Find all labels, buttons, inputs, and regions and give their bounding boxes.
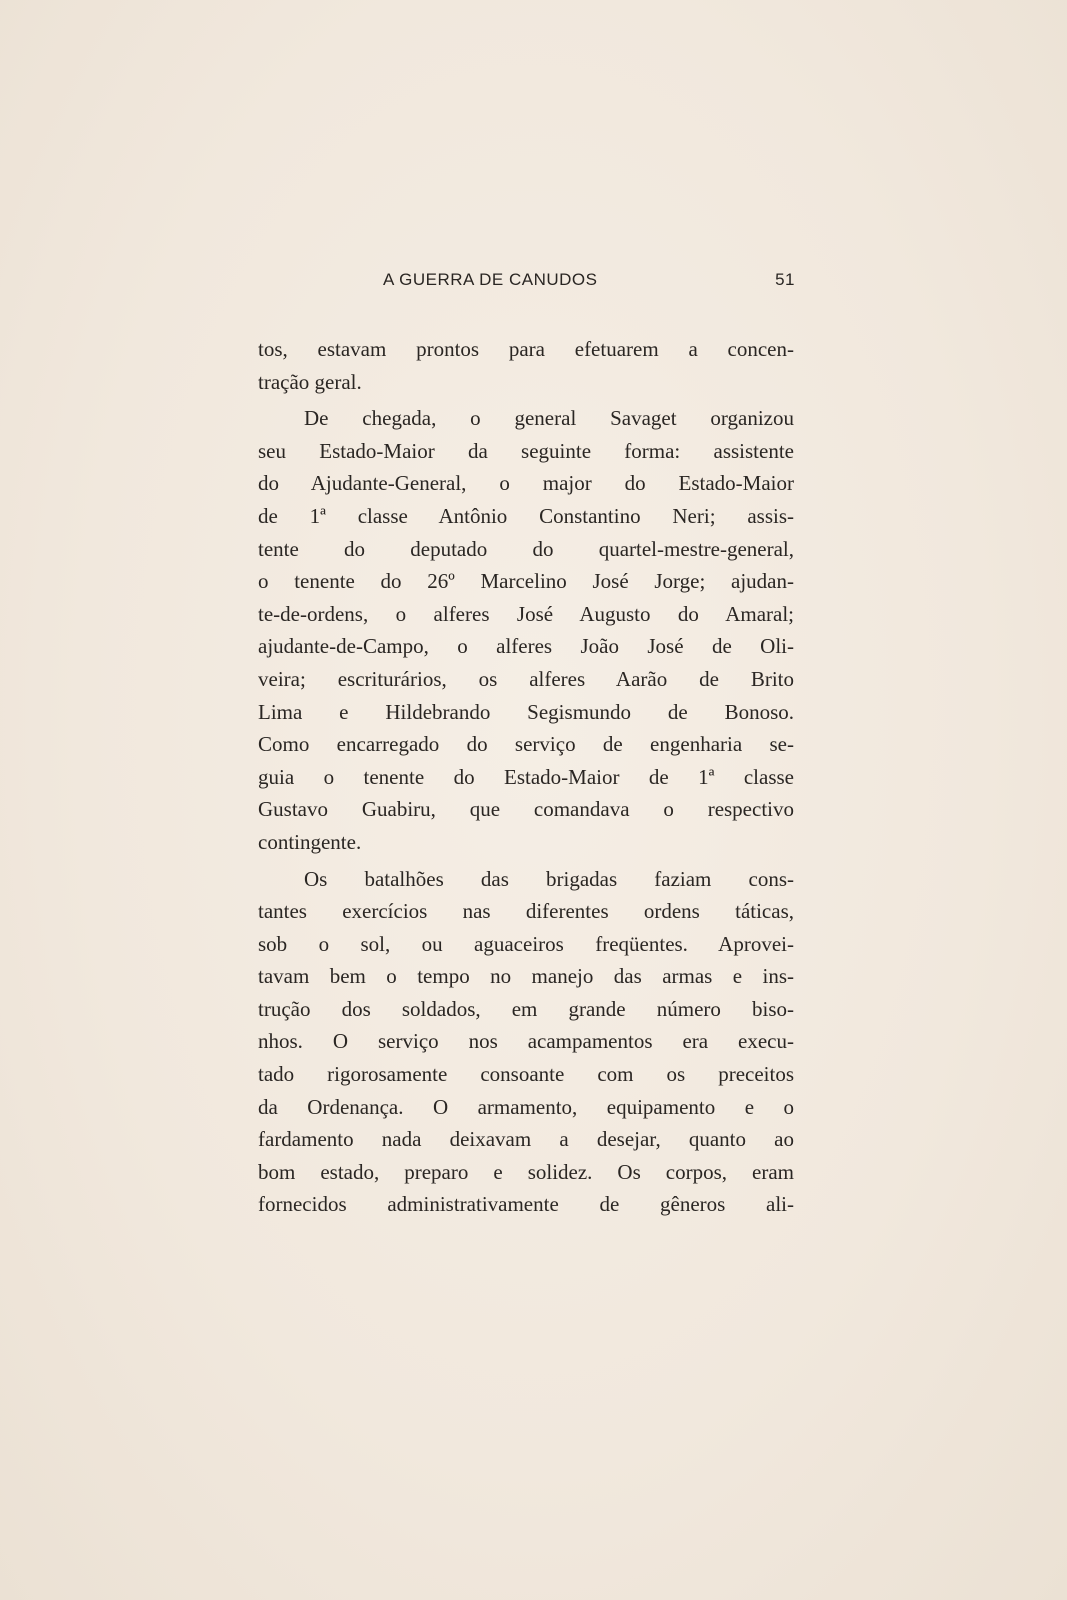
text-line: contingente. bbox=[258, 829, 362, 854]
text-line: bom estado, preparo e solidez. Os corpos, eram bbox=[258, 1159, 794, 1184]
text-line: da Ordenança. O armamento, equipamento e o bbox=[258, 1094, 794, 1119]
text-line: o tenente do 26º Marcelino José Jorge; ajudan- bbox=[258, 569, 794, 594]
text-line: trução dos soldados, em grande número biso- bbox=[258, 996, 794, 1021]
text-line: Gustavo Guabiru, que comandava o respectivo bbox=[258, 797, 794, 822]
paragraph-1 bbox=[258, 333, 794, 398]
text-line: fardamento nada deixavam a desejar, quanto ao bbox=[258, 1127, 794, 1152]
page-number: 51 bbox=[775, 270, 795, 289]
paragraph-2 bbox=[258, 402, 794, 858]
text-line: De chegada, o general Savaget organizou bbox=[304, 406, 794, 431]
text-line: Lima e Hildebrando Segismundo de Bonoso. bbox=[258, 699, 794, 724]
text-line: Os batalhões das brigadas faziam cons- bbox=[304, 866, 794, 891]
text-line: tração geral. bbox=[258, 369, 362, 394]
text-line: tavam bem o tempo no manejo das armas e ins- bbox=[258, 964, 794, 989]
body-text bbox=[258, 333, 794, 1221]
text-line: do Ajudante-General, o major do Estado-Maior bbox=[258, 471, 794, 496]
text-line: de 1ª classe Antônio Constantino Neri; assis- bbox=[258, 503, 794, 528]
running-head-title: A GUERRA DE CANUDOS bbox=[383, 270, 598, 289]
text-line: guia o tenente do Estado-Maior de 1ª classe bbox=[258, 764, 794, 789]
text-line: veira; escriturários, os alferes Aarão de Brito bbox=[258, 666, 794, 691]
text-line: tos, estavam prontos para efetuarem a concen- bbox=[258, 337, 794, 361]
text-line: nhos. O serviço nos acampamentos era execu- bbox=[258, 1029, 794, 1054]
paragraph-3 bbox=[258, 863, 794, 1222]
text-line: ajudante-de-Campo, o alferes João José de Oli- bbox=[258, 634, 794, 659]
text-line: tado rigorosamente consoante com os preceitos bbox=[258, 1062, 794, 1087]
text-line: tantes exercícios nas diferentes ordens táticas, bbox=[258, 899, 794, 924]
text-line: tente do deputado do quartel-mestre-general, bbox=[258, 536, 794, 561]
text-line: Como encarregado do serviço de engenharia se- bbox=[258, 732, 794, 757]
text-line: fornecidos administrativamente de gêneros ali- bbox=[258, 1192, 794, 1217]
running-head bbox=[375, 270, 795, 294]
text-line: seu Estado-Maior da seguinte forma: assistente bbox=[258, 438, 794, 463]
text-line: te-de-ordens, o alferes José Augusto do Amaral; bbox=[258, 601, 794, 626]
text-line: sob o sol, ou aguaceiros freqüentes. Aprovei- bbox=[258, 931, 794, 956]
